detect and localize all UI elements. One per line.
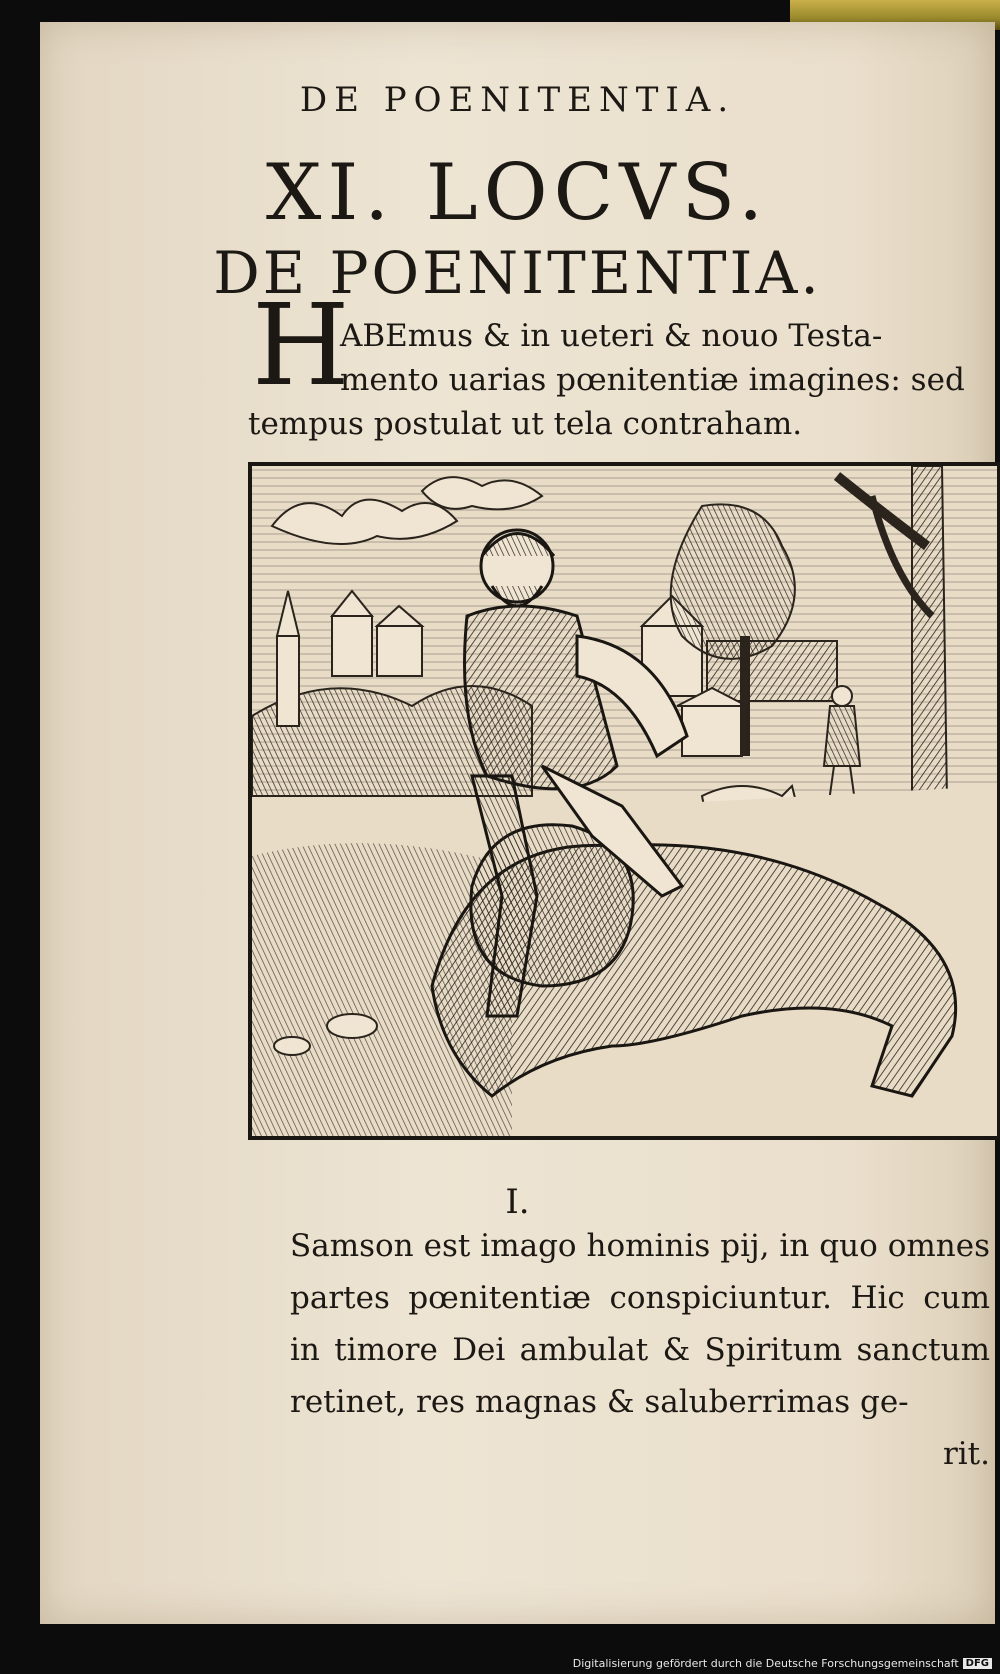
running-head: DE POENITENTIA. xyxy=(299,80,736,120)
drop-cap-initial: H xyxy=(252,281,350,411)
digitization-credit-text: Digitalisierung gefördert durch die Deutsche Forschungsgemeinschaft xyxy=(572,1657,959,1670)
digitization-credit xyxy=(573,1657,992,1670)
body-text-ending: rit. xyxy=(942,1436,990,1472)
chapter-subtitle: DE POENITENTIA. xyxy=(213,239,822,307)
intro-paragraph xyxy=(248,314,1000,446)
intro-line-1: ABEmus & in ueteri & nouo Testa- xyxy=(340,318,883,354)
woodcut-illustration xyxy=(248,462,1000,1140)
chapter-title: XI. LOCVS. xyxy=(265,148,770,238)
intro-line-2: mento uarias pœnitentiæ imagines: sed xyxy=(340,362,965,398)
dfg-logo: DFG xyxy=(963,1658,992,1669)
book-page xyxy=(40,22,995,1624)
section-number: I. xyxy=(505,1182,530,1222)
intro-line-3: tempus postulat ut tela contraham. xyxy=(248,406,803,442)
body-paragraph xyxy=(290,1220,990,1480)
samson-lion-woodcut xyxy=(252,466,997,1136)
body-text: Samson est imago hominis pij, in quo omnes partes pœnitentiæ conspiciuntur. Hic cum in timore Dei ambulat & Spiritum sanctum retinet, res magnas & saluberrimas ge- xyxy=(290,1228,990,1420)
